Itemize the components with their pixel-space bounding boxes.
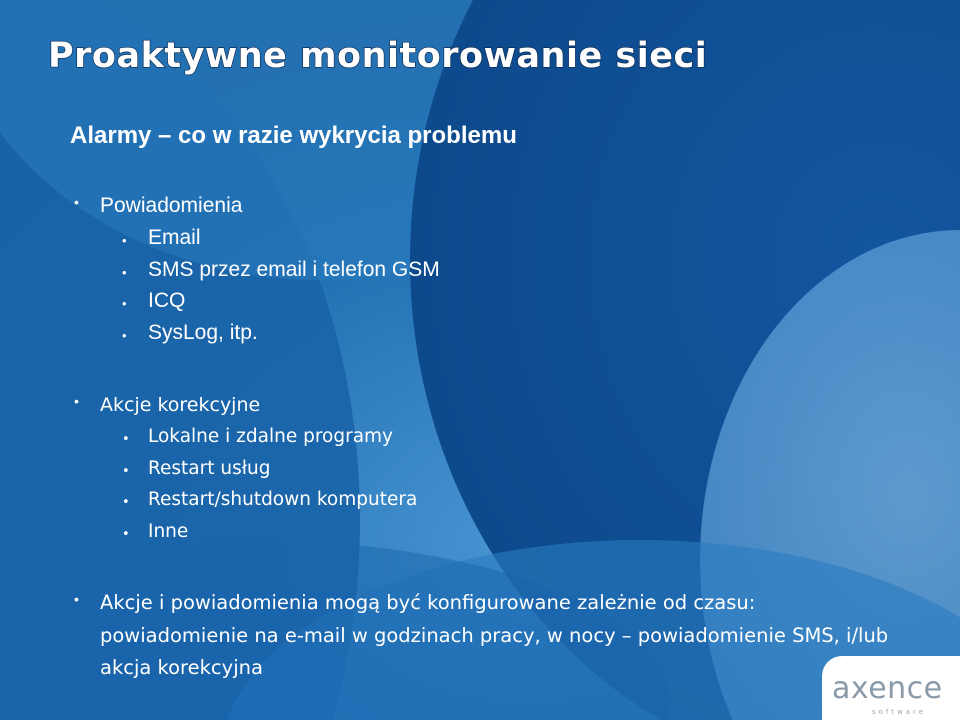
list-item-text: Restart usług bbox=[148, 457, 271, 479]
bullet-icon: • bbox=[74, 591, 79, 607]
list-item-text: Email bbox=[148, 226, 201, 249]
slide-content bbox=[70, 190, 930, 685]
list-item bbox=[100, 285, 930, 317]
scheduling-paragraph: Akcje i powiadomienia mogą być konfigurowane zależnie od czasu: powiadomienie na e-mail w godzinach pracy, w nocy – powiadomienie SMS, i/lub akcja korekcyjna bbox=[100, 591, 889, 679]
slide-subtitle: Alarmy – co w razie wykrycia problemu bbox=[70, 122, 517, 149]
list-item bbox=[100, 421, 930, 453]
section-heading: Akcje korekcyjne bbox=[100, 394, 261, 416]
bullet-icon: • bbox=[122, 296, 127, 311]
section-scheduling-note bbox=[70, 587, 930, 685]
section-corrective-actions bbox=[70, 389, 930, 547]
list-item-text: SysLog, itp. bbox=[148, 320, 258, 344]
section-heading: Powiadomienia bbox=[100, 194, 243, 217]
list-item-text: Restart/shutdown komputera bbox=[148, 489, 418, 510]
bullet-icon: • bbox=[122, 327, 127, 343]
list-item bbox=[100, 254, 930, 286]
list-item bbox=[100, 222, 930, 254]
axence-logo: axence bbox=[832, 671, 943, 706]
corrective-action-list bbox=[100, 421, 930, 547]
section-notifications bbox=[70, 190, 930, 348]
slide-title: Proaktywne monitorowanie sieci bbox=[48, 36, 708, 76]
bullet-icon: • bbox=[122, 463, 130, 479]
bullet-icon: • bbox=[74, 393, 79, 409]
list-item-text: Inne bbox=[148, 520, 189, 542]
bullet-icon: • bbox=[74, 194, 79, 210]
list-item-text: ICQ bbox=[148, 289, 186, 312]
list-item-text: SMS przez email i telefon GSM bbox=[148, 257, 440, 281]
list-item bbox=[100, 516, 930, 548]
notification-list bbox=[100, 222, 930, 348]
logo-tagline: software bbox=[872, 708, 927, 716]
list-item-text: Lokalne i zdalne programy bbox=[148, 426, 394, 447]
bullet-icon: • bbox=[122, 264, 127, 280]
list-item bbox=[100, 453, 930, 485]
bullet-icon: • bbox=[122, 526, 130, 542]
list-item bbox=[100, 484, 930, 516]
list-item bbox=[100, 317, 930, 349]
bullet-icon: • bbox=[122, 233, 127, 248]
bullet-icon: • bbox=[122, 495, 130, 510]
bullet-icon: • bbox=[122, 432, 130, 447]
